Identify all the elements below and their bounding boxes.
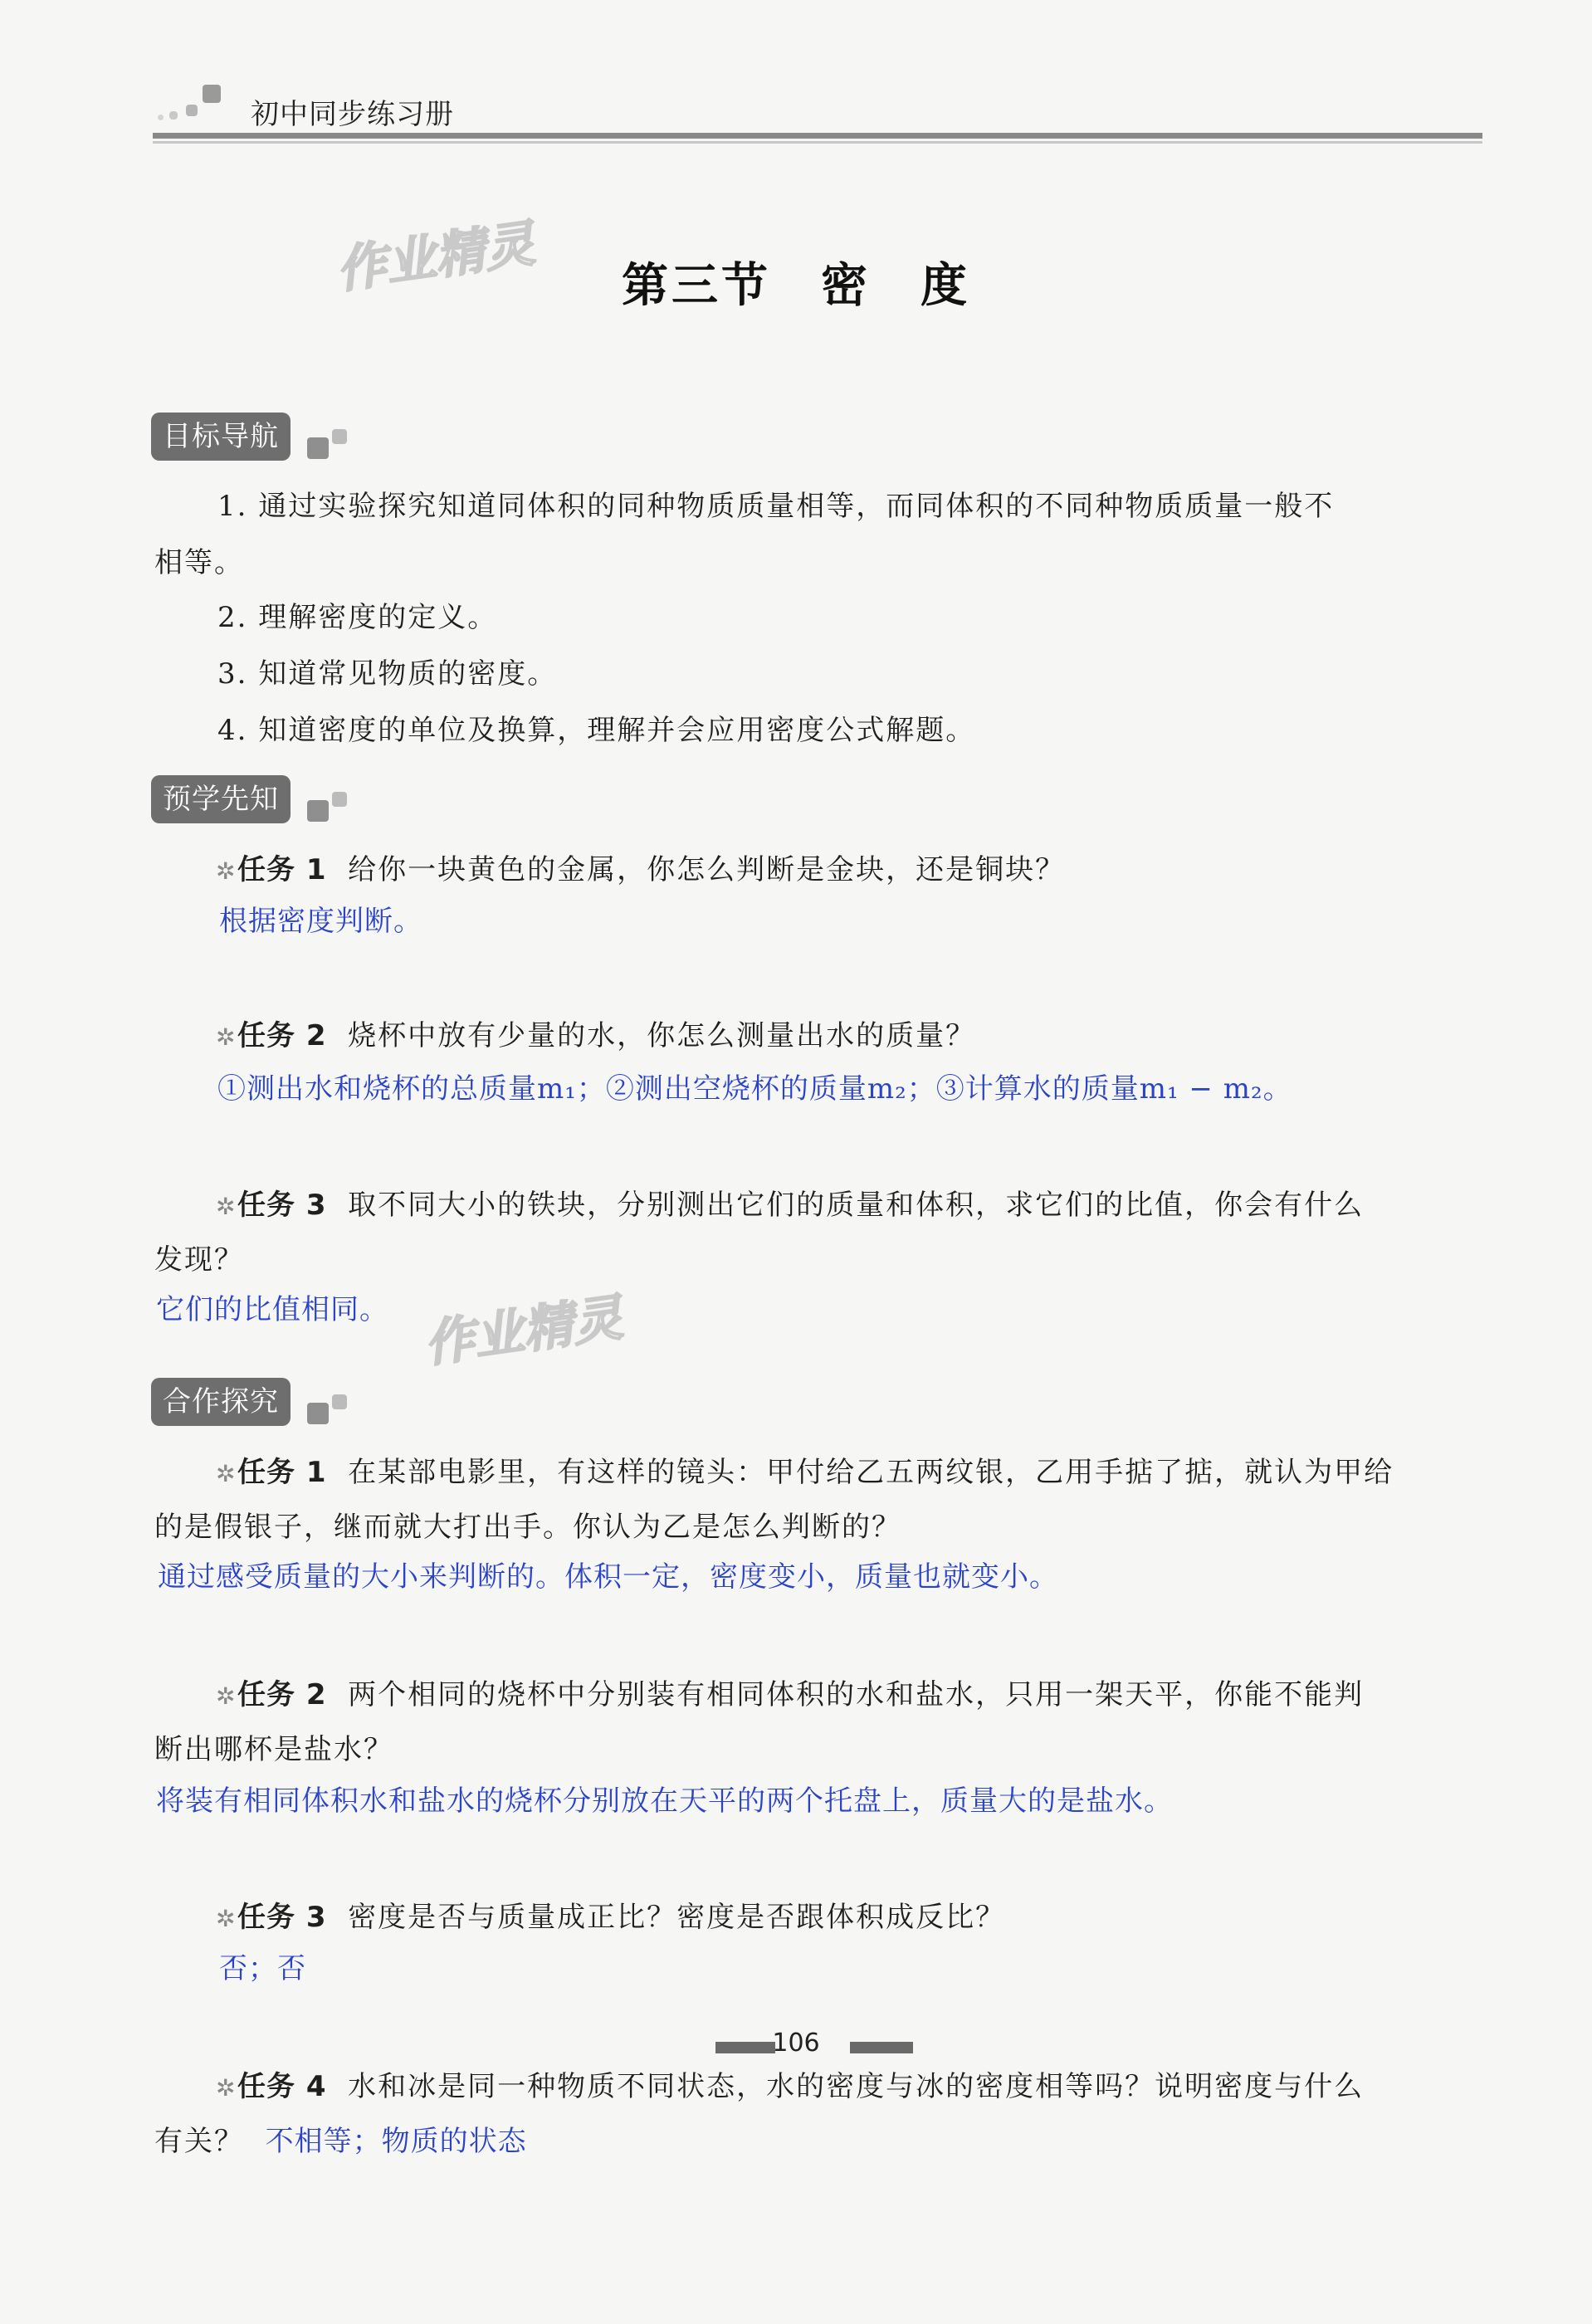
section-label-preview — [151, 775, 291, 823]
section-label-text: 合作探究 — [151, 1378, 291, 1426]
task-answer: 不相等；物质的状态 — [265, 2125, 527, 2158]
task-question — [216, 1452, 1394, 1494]
gear-bullet-icon: ✲ — [216, 1682, 237, 1710]
page-title: 第三节 密 度 — [622, 259, 970, 313]
task-question — [216, 1185, 1364, 1227]
gear-bullet-icon: ✲ — [216, 2074, 237, 2102]
book-title: 初中同步练习册 — [251, 98, 454, 131]
task-answer: 否；否 — [219, 1952, 306, 1985]
section-label-text: 目标导航 — [151, 413, 291, 461]
section-label-explore — [151, 1378, 291, 1426]
task-answer: ①测出水和烧杯的总质量m₁；②测出空烧杯的质量m₂；③计算水的质量m₁ − m₂。 — [217, 1072, 1292, 1106]
goal-item: 2. 理解密度的定义。 — [217, 601, 498, 634]
page-number: 106 — [772, 2029, 820, 2058]
task-key: 任务 3 — [237, 1901, 327, 1934]
task-key: 任务 3 — [237, 1189, 327, 1222]
gear-bullet-icon: ✲ — [216, 1905, 237, 1932]
task-key: 任务 4 — [237, 2070, 327, 2103]
task-question-text: 给你一块黄色的金属，你怎么判断是金块，还是铜块？ — [348, 853, 1066, 886]
task-question-continued: 发现？ — [154, 1243, 244, 1277]
watermark: 作业精灵 — [332, 214, 539, 300]
gear-bullet-icon: ✲ — [216, 1193, 237, 1220]
watermark: 作业精灵 — [420, 1288, 627, 1374]
gear-bullet-icon: ✲ — [216, 1460, 237, 1487]
gear-bullet-icon: ✲ — [216, 1023, 237, 1051]
task-question — [216, 850, 1065, 891]
goal-item: 相等。 — [154, 546, 244, 579]
task-question — [216, 2067, 1364, 2108]
task-question-text: 水和冰是同一种物质不同状态，水的密度与冰的密度相等吗？说明密度与什么 — [348, 2070, 1365, 2103]
task-question — [216, 1897, 1005, 1939]
task-key: 任务 1 — [237, 853, 327, 886]
task-question — [216, 1016, 975, 1057]
goal-item: 4. 知道密度的单位及换算，理解并会应用密度公式解题。 — [217, 714, 976, 747]
section-label-text: 预学先知 — [151, 775, 291, 823]
task-question-continued: 的是假银子，继而就大打出手。你认为乙是怎么判断的？ — [154, 1511, 901, 1544]
task-question-text: 两个相同的烧杯中分别装有相同体积的水和盐水，只用一架天平，你能不能判 — [348, 1678, 1365, 1711]
task-question-text: 取不同大小的铁块，分别测出它们的质量和体积，求它们的比值，你会有什么 — [348, 1189, 1365, 1222]
gear-bullet-icon: ✲ — [216, 857, 237, 885]
header-rule-thin — [153, 141, 1482, 144]
task-key: 任务 2 — [237, 1678, 327, 1711]
goal-item: 3. 知道常见物质的密度。 — [217, 657, 558, 691]
task-question-continued: 断出哪杯是盐水？ — [154, 1733, 393, 1766]
header-rule — [153, 133, 1482, 139]
task-question-continued — [154, 2121, 527, 2161]
section-label-goals — [151, 413, 291, 461]
goal-item: 1. 通过实验探究知道同体积的同种物质质量相等，而同体积的不同种物质质量一般不 — [217, 490, 1335, 523]
task-answer: 通过感受质量的大小来判断的。体积一定，密度变小，质量也就变小。 — [158, 1560, 1058, 1594]
task-answer: 它们的比值相同。 — [156, 1293, 388, 1326]
task-question-text: 在某部电影里，有这样的镜头：甲付给乙五两纹银，乙用手掂了掂，就认为甲给 — [348, 1456, 1394, 1489]
task-answer: 将装有相同体积水和盐水的烧杯分别放在天平的两个托盘上，质量大的是盐水。 — [156, 1784, 1173, 1818]
task-key: 任务 1 — [237, 1456, 327, 1489]
task-answer: 根据密度判断。 — [219, 905, 422, 938]
task-question-text: 密度是否与质量成正比？密度是否跟体积成反比？ — [348, 1901, 1006, 1934]
task-question — [216, 1675, 1364, 1716]
task-question-text: 烧杯中放有少量的水，你怎么测量出水的质量？ — [348, 1019, 976, 1052]
task-key: 任务 2 — [237, 1019, 327, 1052]
task-question-text: 有关？ — [154, 2125, 244, 2158]
header-decoration — [154, 76, 229, 126]
